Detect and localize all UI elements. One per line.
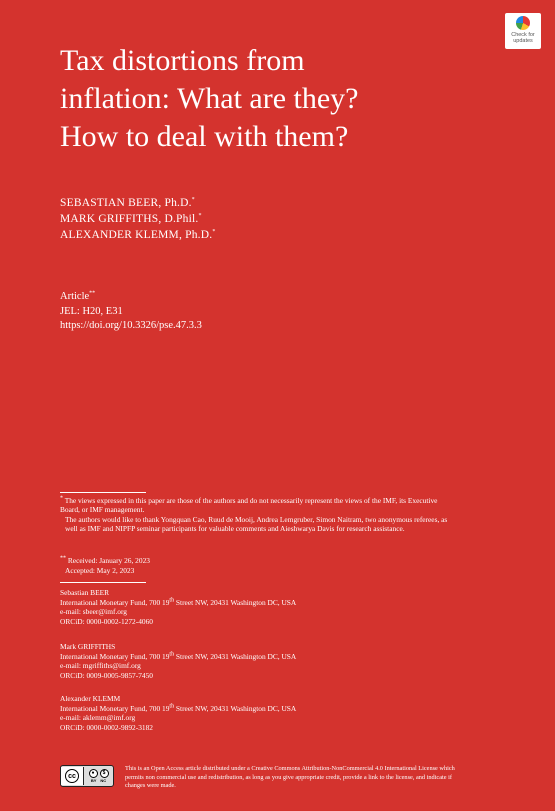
author-line: [60, 211, 216, 227]
dates-mark: **: [60, 555, 66, 562]
doi-link[interactable]: https://doi.org/10.3326/pse.47.3.3: [60, 320, 202, 331]
paper-title: Tax distortions from inflation: What are they? How to deal with them?: [60, 44, 359, 153]
contact-orcid[interactable]: ORCiD: 0000-0002-1272-4060: [60, 616, 153, 626]
author-name: MARK GRIFFITHS, D.Phil.: [60, 213, 199, 225]
address-text: International Monetary Fund, 700 19: [60, 703, 170, 713]
cc-license-icon[interactable]: [60, 765, 114, 787]
noncommercial-icon: $: [100, 769, 109, 778]
cc-logo: [61, 767, 84, 785]
author-line: [60, 195, 216, 211]
received-date: [60, 556, 150, 566]
cc-term-icons: [89, 769, 109, 778]
contact-address: [60, 598, 296, 608]
contact-address: [60, 704, 296, 714]
footnotes: [60, 496, 455, 533]
contact-orcid[interactable]: ORCiD: 0000-0002-9892-3182: [60, 722, 153, 732]
disclaimer-text: The views expressed in this paper are those of the authors and do not necessarily represent the views of the IMF, its Executive Board, or IMF management.: [60, 496, 438, 515]
by-label: BY: [90, 778, 97, 783]
author-name: ALEXANDER KLEMM, Ph.D.: [60, 229, 213, 241]
address-text: Street NW, 20431 Washington DC, USA: [174, 597, 297, 607]
author-name: SEBASTIAN BEER, Ph.D.: [60, 197, 192, 209]
article-meta: [60, 290, 202, 334]
author-footnote-mark: *: [191, 197, 195, 204]
contact-block: [60, 642, 296, 680]
footnote-mark: *: [60, 495, 63, 502]
nc-label: NC: [100, 778, 107, 783]
contact-name: Sebastian BEER: [60, 588, 110, 597]
contacts-divider: [60, 582, 146, 583]
footnote-thanks: The authors would like to thank Yongquan Cao, Ruud de Mooij, Andrea Lemgruber, Simon Naitram, two anonymous referees, as well as IMF and NIPFP seminar participants for valuable comments and Aieshwarya Davis for research assistance.: [65, 514, 448, 533]
contact-address: [60, 652, 296, 662]
cc-icon: cc: [65, 769, 79, 783]
address-text: International Monetary Fund, 700 19: [60, 597, 170, 607]
attribution-icon: ●: [89, 769, 98, 778]
footnote-divider: [60, 492, 146, 493]
contact-email[interactable]: e-mail: sbeer@imf.org: [60, 607, 128, 617]
address-text: International Monetary Fund, 700 19: [60, 651, 170, 661]
article-type: [60, 290, 202, 305]
address-sup: th: [169, 597, 175, 604]
contact-name: Mark GRIFFITHS: [60, 642, 116, 651]
address-text: Street NW, 20431 Washington DC, USA: [174, 651, 297, 661]
contact-block: [60, 588, 296, 626]
jel-codes: JEL: H20, E31: [60, 305, 123, 317]
address-text: Street NW, 20431 Washington DC, USA: [174, 703, 297, 713]
license-text: This is an Open Access article distributed under a Creative Commons Attribution-NonCommercial 4.0 International License which permits non commercial use and redistribution, as long as you give appropriate credit, provide a link to the license, and indicate if changes were made.: [125, 765, 455, 790]
accepted-date: Accepted: May 2, 2023: [65, 565, 135, 575]
contact-email[interactable]: e-mail: aklemm@imf.org: [60, 713, 136, 723]
address-sup: th: [169, 703, 175, 710]
article-type-mark: **: [89, 290, 96, 297]
check-for-updates-label: Check for updates: [511, 32, 535, 44]
author-list: [60, 195, 216, 243]
submission-dates: [60, 556, 150, 575]
check-for-updates-badge[interactable]: [505, 13, 541, 49]
contact-name: Alexander KLEMM: [60, 694, 121, 703]
received-text: Received: January 26, 2023: [67, 556, 150, 565]
contact-orcid[interactable]: ORCiD: 0009-0005-9857-7450: [60, 670, 153, 680]
address-sup: th: [169, 651, 175, 658]
cc-terms: [84, 769, 113, 783]
cc-term-labels: [91, 778, 106, 783]
crossmark-icon: [516, 16, 530, 30]
contact-block: [60, 694, 296, 732]
author-footnote-mark: *: [212, 229, 216, 236]
author-footnote-mark: *: [198, 213, 202, 220]
footnote-disclaimer: [60, 496, 455, 515]
author-line: [60, 227, 216, 243]
article-type-label: Article: [60, 291, 90, 302]
contact-email[interactable]: e-mail: mgriffiths@imf.org: [60, 661, 141, 671]
